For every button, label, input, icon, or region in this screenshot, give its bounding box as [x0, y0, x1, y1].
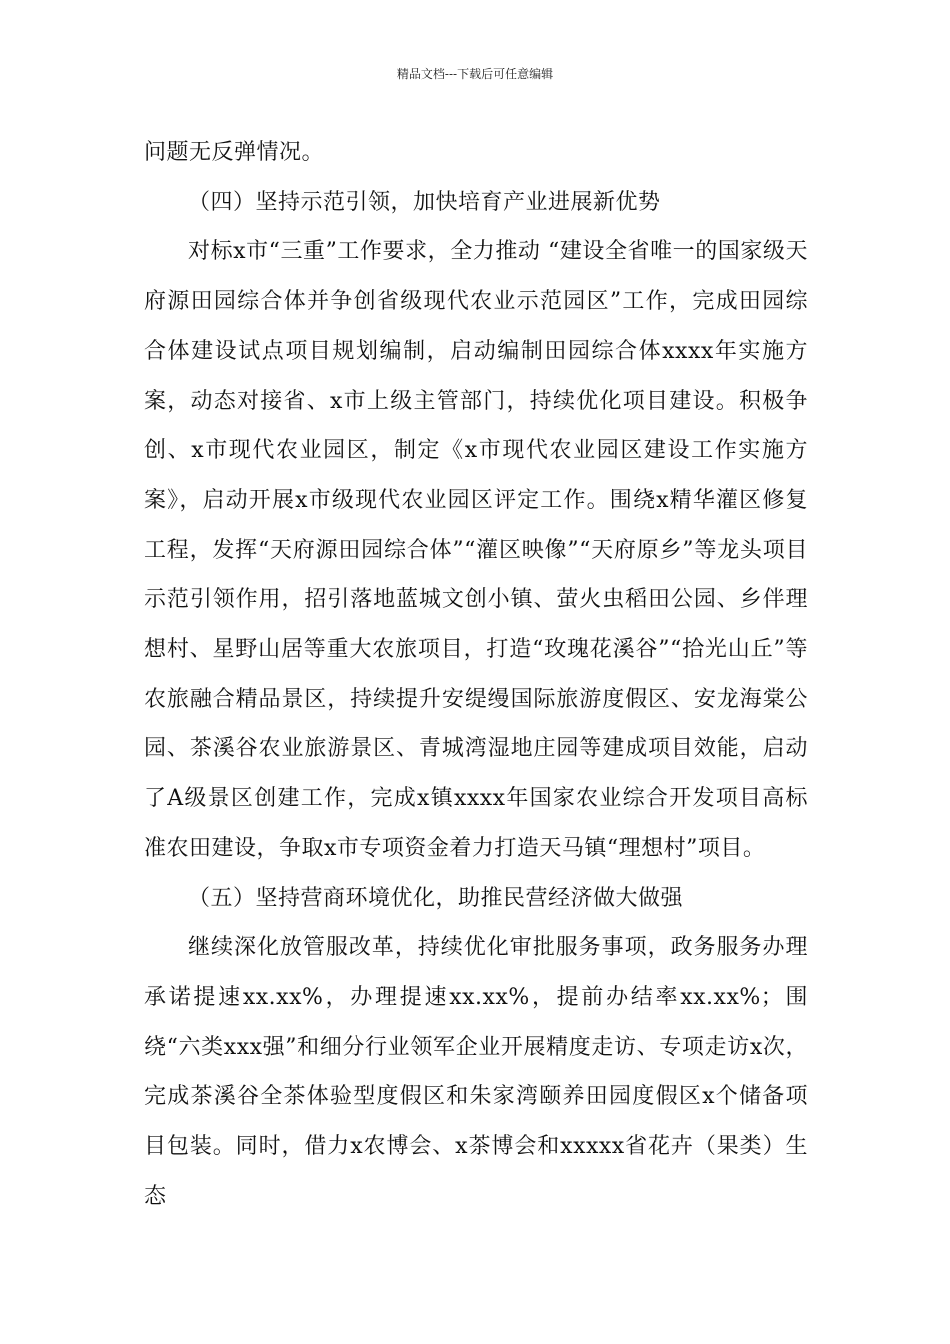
section-heading-5: （五）坚持营商环境优化，助推民营经济做大做强 — [188, 885, 684, 911]
paragraph-section-5: 继续深化放管服改革，持续优化审批服务事项，政务服务办理承诺提速xx.xx%，办理提速xx.xx%，提前办结率xx.xx%；围绕“六类xxx强”和细分行业领军企业开展精度走访、专项走访x次，完成茶溪谷全茶体验型度假区和朱家湾颐养田园度假区x个储备项目包装。同时，借力x农博会、x茶博会和xxxxx省花卉（果类）生态 — [144, 935, 808, 1209]
document-body — [144, 128, 808, 1221]
paragraph-section-4: 对标x市“三重”工作要求，全力推动 “建设全省唯一的国家级天府源田园综合体并争创省级现代农业示范园区”工作，完成田园综合体建设试点项目规划编制，启动编制田园综合体xxxx年实施方案，动态对接省、x市上级主管部门，持续优化项目建设。积极争创、x市现代农业园区，制定《x市现代农业园区建设工作实施方案》，启动开展x市级现代农业园区评定工作。围绕x精华灌区修复工程，发挥“天府源田园综合体”“灌区映像”“天府原乡”等龙头项目示范引领作用，招引落地蓝城文创小镇、萤火虫稻田公园、乡伴理想村、星野山居等重大农旅项目，打造“玫瑰花溪谷”“拾光山丘”等农旅融合精品景区，持续提升安缇缦国际旅游度假区、安龙海棠公园、茶溪谷农业旅游景区、青城湾湿地庄园等建成项目效能，启动了A级景区创建工作，完成x镇xxxx年国家农业综合开发项目高标准农田建设，争取x市专项资金着力打造天马镇“理想村”项目。 — [144, 239, 808, 861]
paragraph-continuation: 问题无反弹情况。 — [144, 140, 325, 165]
section-heading-4: （四）坚持示范引领，加快培育产业进展新优势 — [188, 189, 661, 215]
page-header: 精品文档---下载后可任意编辑 — [396, 67, 554, 81]
